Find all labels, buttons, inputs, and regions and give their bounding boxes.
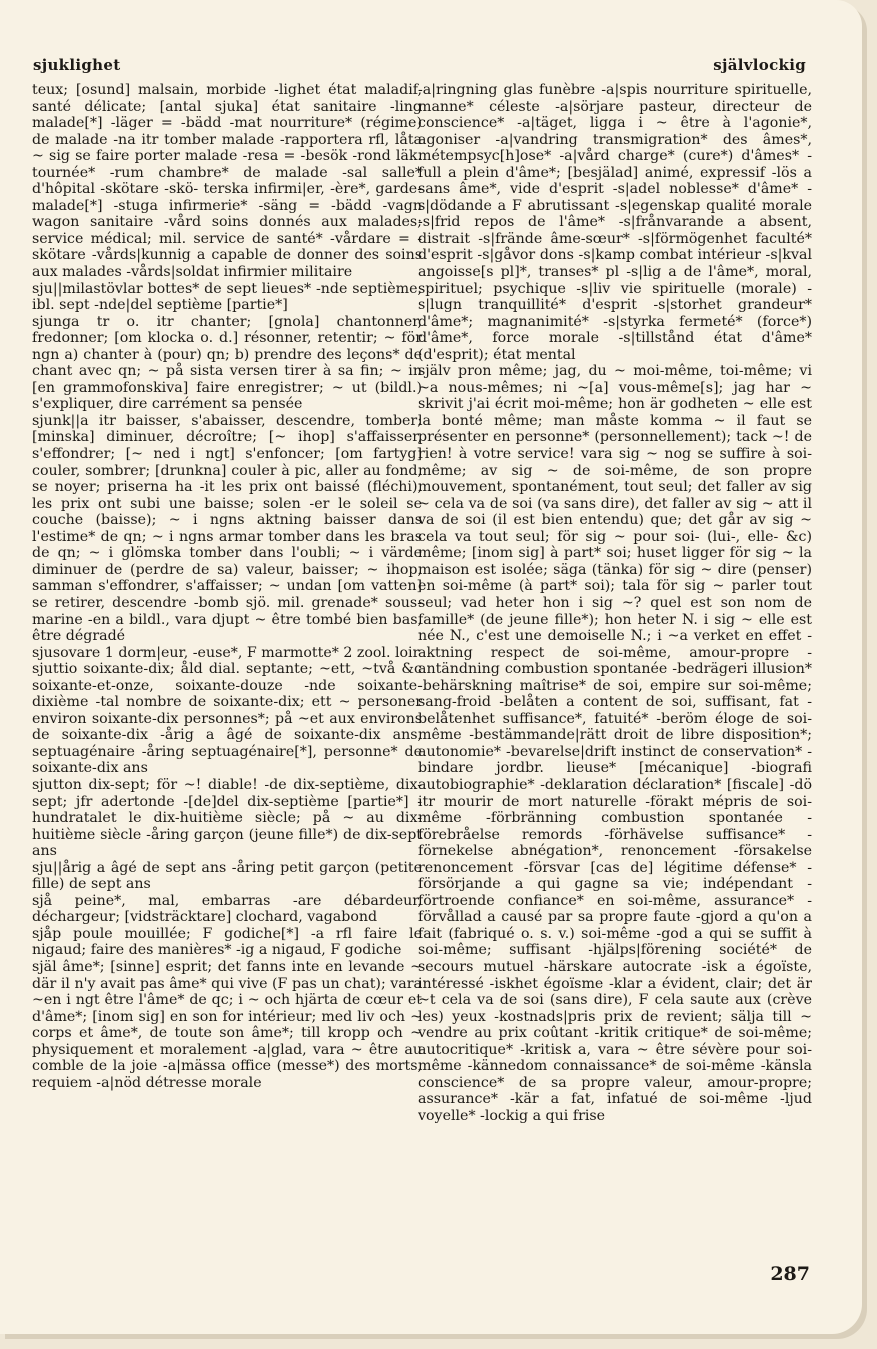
entry: sjåp poule mouillée; F godiche[*] -a rfl faire le nigaud; faire des manières* -ig a nigaud, F godiche [32,925,422,959]
entry: -a|ringning glas funèbre -a|spis nourriture spirituelle, manne* céleste -a|sörjare pasteur, directeur de conscience* -a|täget, ligga i ~ être à l'agonie*, agoniser -a|vandring transmigration* des âmes*, métempsyc[h]ose* -a|vård charge* (cure*) d'âmes* -full a plein d'âme*; [besjälad] animé, expressif -lös a sans âme*, vide d'esprit -s|adel noblesse* d'âme* -s|dödande a F abrutissant -s|egenskap qualité morale -s|frid repos de l'âme* -s|frånvarande a absent, distrait -s|frände âme-sœur* -s|förmögenhet faculté* d'esprit -s|gåvor dons -s|kamp combat intérieur -s|kval angoisse[s pl]*, transes* pl -s|lig a de l'âme*, moral, spirituel; psychique -s|liv vie spirituelle (morale) -s|lugn tranquillité* d'esprit -s|storhet grandeur* d'âme*; magnanimité* -s|styrka fermeté* (force*) d'âme*, force morale -s|tillstånd état d'âme* (d'esprit); état mental [418,82,812,363]
entry: sjunga tr o. itr chanter; [gnola] chantonner, fredonner; [om klocka o. d.] résonner, retentir; ~ för ngn a) chanter à (pour) qn; b) prendre des leçons* de chant avec qn; ~ på sista versen tirer à sa fin; ~ in [en grammofonskiva] faire enregistrer; ~ ut (bildl.) s'expliquer, dire carrément sa pensée [32,313,422,413]
entry: själ âme*; [sinne] esprit; det fanns inte en levande ~ där il n'y avait pas âme* qui vive (F pas un chat); vara ~en i ngt être l'âme* de qc; i ~ och hjärta de cœur et d'âme*; [inom sig] en son for intérieur; med liv och ~ corps et âme*, de toute son âme*; till kropp och ~ physiquement et moralement -a|glad, vara ~ être au comble de la joie -a|mässa office (messe*) des morts, requiem -a|nöd détresse morale [32,958,422,1091]
entry: sjuttio soixante-dix; åld dial. septante; ~ett, ~två &c soixante-et-onze, soixante-douze -nde soixante-dixième -tal nombre de soixante-dix; ett ~ personer environ soixante-dix personnes*; på ~et aux environs de soixante-dix -årig a âgé de soixante-dix ans, septuagénaire -åring septuagénaire[*], personne* de soixante-dix ans [32,661,422,777]
entry: sjunk||a itr baisser, s'abaisser, descendre, tomber; [minska] diminuer, décroître; [~ ihop] s'affaisser, s'effondrer; [~ ned i ngt] s'enfoncer; [om fartyg] couler, sombrer; [drunkna] couler à pic, aller au fond, se noyer; priserna ha -it les prix ont baissé (fléchi), les prix ont subi une baisse; solen -er le soleil se couche (baisse); ~ i ngns aktning baisser dans l'estime* de qn; ~ i ngns armar tomber dans les bras de qn; ~ i glömska tomber dans l'oubli; ~ i värde diminuer de (perdre de sa) valeur, baisser; ~ ihop, samman s'effondrer, s'affaisser; ~ undan [om vatten] se retirer, descendre -bomb sjö. mil. grenade* sous-marine -en a bildl., vara djupt ~ être tombé bien bas, être dégradé [32,412,422,645]
right-column [418,82,812,1252]
entry: sjå peine*, mal, embarras -are débardeur, déchargeur; [vidsträcktare] clochard, vagabond [32,892,422,926]
left-column [32,82,422,1252]
running-head-right: självlockig [713,56,806,74]
entry: sju||milastövlar bottes* de sept lieues* -nde septième, ibl. sept -nde|del septième [partie*] [32,280,422,314]
running-head-left: sjuklighet [33,56,121,74]
entry: själv pron même; jag, du ~ moi-même, toi-même; vi ~a nous-mêmes; ni ~[a] vous-même[s]; jag har ~ skrivit j'ai écrit moi-même; hon är godheten ~ elle est la bonté même; man måste komma ~ il faut se présenter en personne* (personnellement); tack ~! de rien! à votre service! vara sig ~ nog se suffire à soi-même; av sig ~ de soi-même, de son propre mouvement, spontanément, tout seul; det faller av sig ~ cela va de soi (va sans dire), det faller av sig ~ att il va de soi (il est bien entendu) que; det går av sig ~ cela va tout seul; för sig ~ pour soi- (lui-, elle- &c) même; [inom sig] à part* soi; huset ligger för sig ~ la maison est isolée; säga (tänka) för sig ~ dire (penser) en soi-même (à part* soi); tala för sig ~ parler tout seul; vad heter hon i sig ~? quel est son nom de famille* (de jeune fille*); hon heter N. i sig ~ elle est née N., c'est une demoiselle N.; i ~a verket en effet -aktning respect de soi-même, amour-propre -antändning combustion spontanée -bedrägeri illusion* -behärskning maîtrise* de soi, empire sur soi-même; sang-froid -belåten a content de soi, suffisant, fat -belåtenhet suffisance*, fatuité* -beröm éloge de soi-même -bestämmande|rätt droit de libre disposition*; autonomie* -bevarelse|drift instinct de conservation* -bindare jordbr. lieuse* [mécanique] -biografi autobiographie* -deklaration déclaration* [fiscale] -dö itr mourir de mort naturelle -förakt mépris de soi-même -förbränning combustion spontanée -förebråelse remords -förhävelse suffisance* -förnekelse abnégation*, renoncement -försakelse renoncement -försvar [cas de] légitime défense* -försörjande a qui gagne sa vie; indépendant -förtroende confiance* en soi-même, assurance* -förvållad a causé par sa propre faute -gjord a qu'on a fait (fabriqué o. s. v.) soi-même -god a qui se suffit à soi-même; suffisant -hjälps|förening société* de secours mutuel -härskare autocrate -isk a égoïste, intéressé -iskhet égoïsme -klar a évident, clair; det är ~t cela va de soi (sans dire), F cela saute aux (crève les) yeux -kostnads|pris prix de revient; sälja till ~ vendre au prix coûtant -kritik critique* de soi-même; autocritique* -kritisk a, vara ~ être sévère pour soi-même -kännedom connaissance* de soi-même -känsla conscience* de sa propre valeur, amour-propre; assurance* -kär a fat, infatué de soi-même -ljud voyelle* -lockig a qui frise [418,363,812,1124]
page-number: 287 [770,1263,810,1285]
entry: sju||årig a âgé de sept ans -åring petit garçon (petite fille) de sept ans [32,859,422,893]
entry: sjutton dix-sept; för ~! diable! -de dix-septième, dix-sept; jfr adertonde -[de]del dix-septième [partie*] -hundratalet le dix-huitième siècle; på ~ au dix-huitième siècle -åring garçon (jeune fille*) de dix-sept ans [32,776,422,860]
entry: sjusovare 1 dorm|eur, -euse*, F marmotte* 2 zool. loir [32,644,420,661]
entry: teux; [osund] malsain, morbide -lighet état maladif, santé délicate; [antal sjuka] état sanitaire -ling malade[*] -läger = -bädd -mat nourriture* (régime) de malade -na itr tomber malade -rapportera rfl, låta ~ sig se faire porter malade -resa = -besök -rond läk. tournée* -rum chambre* de malade -sal salle* d'hôpital -skötare -skö- terska infirmi|er, -ère*, garde-malade[*] -stuga infirmerie* -säng = -bädd -vagn wagon sanitaire -vård soins donnés aux malades; service médical; mil. service de santé* -vårdare = -skötare -vårds|kunnig a capable de donner des soins aux malades -vårds|soldat infirmier militaire [32,82,422,281]
